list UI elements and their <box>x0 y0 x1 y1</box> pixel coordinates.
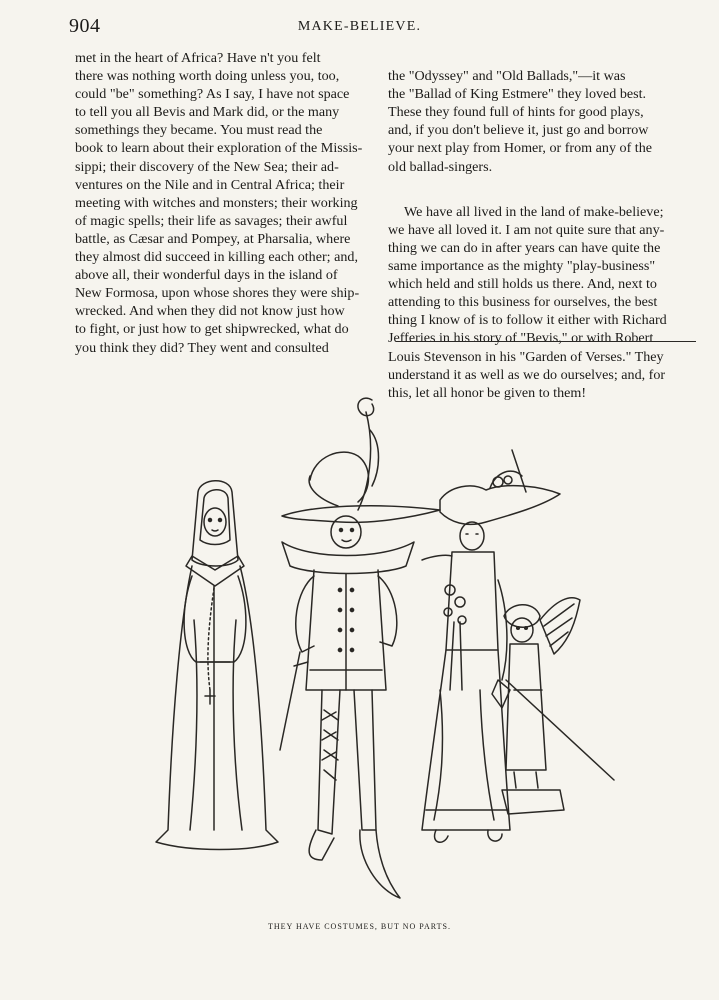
cavalier-costume-figure <box>280 398 440 898</box>
page-number: 904 <box>69 15 101 37</box>
wide-hat-girl-figure <box>422 450 560 842</box>
right-column <box>388 49 698 420</box>
nun-costume-figure <box>156 481 278 850</box>
left-column-text: met in the heart of Africa? Have n't you felt there was nothing worth doing unless you, too, could "be" something? As I say, I have not space to tell you all Bevis and Mark did, or the many somethings they became. You must read the book to learn about their exploration of the Missis- sippi; their discovery of the New Sea; their ad- ventures on the Nile and in Central Africa; their meeting with witches and monsters; their working of magic spells; their life as savages; their awful battle, as Cæsar and Pompey, at Pharsalia, where they almost did succeed in killing each other; and, above all, their wonderful days in the island of New Formosa, upon whose shores they were ship- wrecked. And when they did not know just how to fight, or just how to get shipwrecked, what do you think they did? They went and consulted <box>75 50 363 356</box>
right-column-paragraph-1: the "Odyssey" and "Old Ballads,"—it was the "Ballad of King Estmere" they loved best. These they found full of hints for good plays, and, if you don't believe it, just go and borrow your next play from Homer, or from any of the old ballad-singers. <box>388 68 653 175</box>
right-column-paragraph-2: We have all lived in the land of make-believe; we have all loved it. I am not quite sure that any- thing we can do in after years can have quite the same importance as the mighty "play-business" which held and still holds us there. And, next to attending to this business for ourselves, the best thing I know of is to follow it either with Richard Jefferies in his story of "Bevis," or with Robert Louis Stevenson in his "Garden of Verses." They understand it as well as we do ourselves; and, for this, let all honor be given to them! <box>388 203 667 401</box>
section-separator-rule <box>396 341 696 342</box>
running-head: MAKE-BELIEVE. <box>297 19 422 34</box>
small-child-figure <box>502 598 614 814</box>
children-in-costumes-illustration <box>110 390 630 910</box>
figure-caption: THEY HAVE COSTUMES, BUT NO PARTS. <box>268 922 451 931</box>
